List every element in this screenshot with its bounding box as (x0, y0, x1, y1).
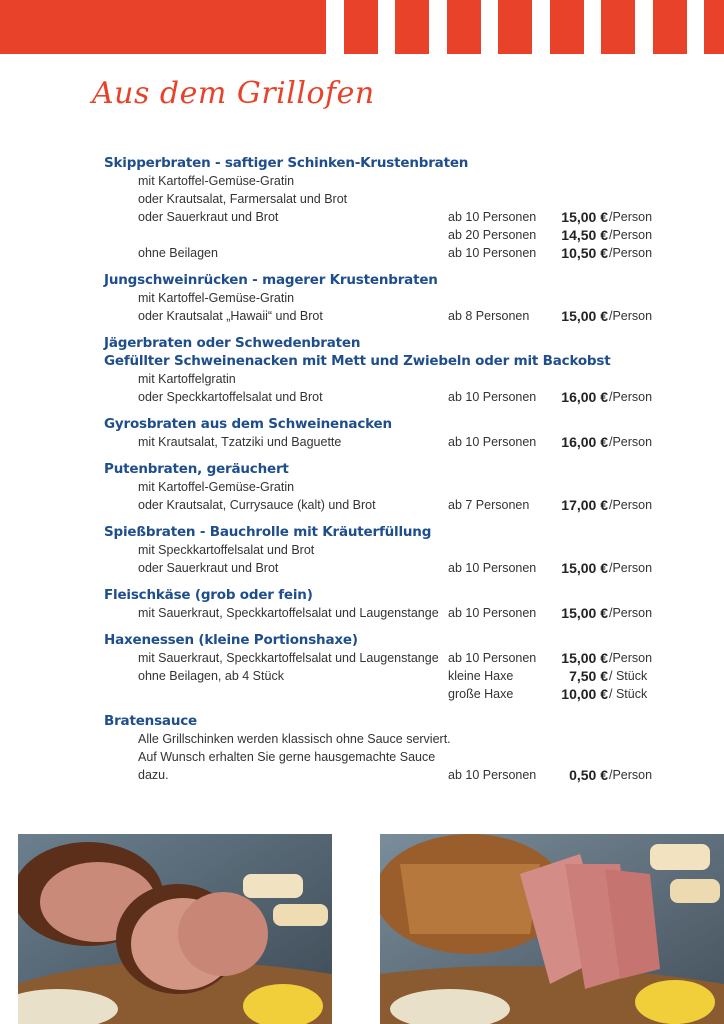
price-unit: /Person (609, 498, 653, 512)
price-unit: /Person (609, 246, 653, 260)
item-description: mit Kartoffel-Gemüse-Gratin (138, 291, 295, 305)
sliced-roast-photo (380, 834, 724, 1024)
section-heading: Gefüllter Schweinenacken mit Mett und Zwiebeln oder mit Backobst (104, 353, 611, 369)
menu-row (104, 307, 664, 325)
menu-row (104, 730, 664, 748)
min-quantity: ab 10 Personen (448, 768, 537, 782)
section-heading: Skipperbraten - saftiger Schinken-Krustenbraten (104, 155, 469, 171)
bar-block (498, 0, 532, 54)
price-unit: /Person (609, 390, 653, 404)
min-quantity: ab 10 Personen (448, 606, 537, 620)
menu-row (104, 748, 664, 766)
bar-block (601, 0, 635, 54)
price-unit: /Person (609, 228, 653, 242)
menu-row (104, 190, 664, 208)
menu-row (104, 478, 664, 496)
min-quantity: ab 10 Personen (448, 210, 537, 224)
menu-row (104, 766, 664, 784)
item-price: 0,50 € (569, 767, 608, 783)
price-unit: /Person (609, 561, 653, 575)
item-description: mit Kartoffel-Gemüse-Gratin (138, 480, 295, 494)
section-heading: Spießbraten - Bauchrolle mit Kräuterfüllung (104, 524, 432, 540)
menu-row (104, 388, 664, 406)
min-quantity: große Haxe (448, 687, 514, 701)
item-description: oder Sauerkraut und Brot (138, 561, 279, 575)
bar-block (550, 0, 584, 54)
price-unit: /Person (609, 309, 653, 323)
min-quantity: ab 10 Personen (448, 390, 537, 404)
menu-section (104, 334, 664, 406)
item-description: Alle Grillschinken werden klassisch ohne Sauce serviert. (138, 732, 451, 746)
item-price: 15,00 € (561, 560, 608, 576)
item-description: ohne Beilagen (138, 246, 218, 260)
item-description: oder Krautsalat, Farmersalat und Brot (138, 192, 348, 206)
item-price: 15,00 € (561, 650, 608, 666)
price-unit: /Person (609, 435, 653, 449)
price-unit: /Person (609, 606, 653, 620)
bar-block (395, 0, 429, 54)
menu-row (104, 541, 664, 559)
item-price: 10,00 € (561, 686, 608, 702)
item-description: oder Speckkartoffelsalat und Brot (138, 390, 323, 404)
menu-section (104, 271, 664, 325)
item-description: mit Krautsalat, Tzatziki und Baguette (138, 435, 342, 449)
section-heading: Haxenessen (kleine Portionshaxe) (104, 632, 358, 648)
min-quantity: ab 10 Personen (448, 561, 537, 575)
price-unit: /Person (609, 768, 653, 782)
menu-row (104, 685, 664, 703)
min-quantity: ab 8 Personen (448, 309, 530, 323)
item-price: 7,50 € (569, 668, 608, 684)
item-description: mit Sauerkraut, Speckkartoffelsalat und Laugenstange (138, 651, 439, 665)
top-decorative-bar (0, 0, 724, 54)
item-description: mit Speckkartoffelsalat und Brot (138, 543, 315, 557)
section-heading: Gyrosbraten aus dem Schweinenacken (104, 416, 392, 432)
item-description: mit Kartoffelgratin (138, 372, 236, 386)
menu-section (104, 631, 664, 703)
item-description: Auf Wunsch erhalten Sie gerne hausgemachte Sauce (138, 750, 436, 764)
menu-section (104, 460, 664, 514)
min-quantity: ab 10 Personen (448, 435, 537, 449)
section-heading: Bratensauce (104, 713, 197, 729)
bar-block (447, 0, 481, 54)
section-heading: Putenbraten, geräuchert (104, 461, 289, 477)
min-quantity: ab 7 Personen (448, 498, 530, 512)
menu-section (104, 523, 664, 577)
min-quantity: kleine Haxe (448, 669, 514, 683)
menu-row (104, 208, 664, 226)
menu-row (104, 433, 664, 451)
photo-strip (0, 834, 724, 1024)
item-price: 17,00 € (561, 497, 608, 513)
page-title: Aus dem Grillofen (92, 76, 375, 111)
item-price: 15,00 € (561, 308, 608, 324)
item-description: ohne Beilagen, ab 4 Stück (138, 669, 284, 683)
menu-section (104, 154, 664, 262)
menu-list (104, 154, 664, 793)
menu-row (104, 226, 664, 244)
menu-row (104, 496, 664, 514)
price-unit: /Person (609, 651, 653, 665)
price-unit: / Stück (609, 669, 648, 683)
item-description: mit Kartoffel-Gemüse-Gratin (138, 174, 295, 188)
item-price: 14,50 € (561, 227, 608, 243)
menu-section (104, 586, 664, 622)
menu-row (104, 289, 664, 307)
menu-row (104, 559, 664, 577)
menu-section (104, 415, 664, 451)
item-price: 16,00 € (561, 434, 608, 450)
item-price: 16,00 € (561, 389, 608, 405)
sliced-meatloaf-photo (18, 834, 332, 1024)
min-quantity: ab 20 Personen (448, 228, 537, 242)
menu-row (104, 604, 664, 622)
menu-row (104, 244, 664, 262)
section-heading: Jägerbraten oder Schwedenbraten (104, 335, 361, 351)
item-price: 15,00 € (561, 605, 608, 621)
item-description: mit Sauerkraut, Speckkartoffelsalat und Laugenstange (138, 606, 439, 620)
bar-block (653, 0, 687, 54)
item-price: 10,50 € (561, 245, 608, 261)
menu-row (104, 172, 664, 190)
section-heading: Jungschweinrücken - magerer Krustenbraten (104, 272, 438, 288)
bar-block (704, 0, 724, 54)
min-quantity: ab 10 Personen (448, 246, 537, 260)
menu-row (104, 370, 664, 388)
price-unit: /Person (609, 210, 653, 224)
bar-block (344, 0, 378, 54)
item-description: dazu. (138, 768, 169, 782)
price-unit: / Stück (609, 687, 648, 701)
menu-section (104, 712, 664, 784)
item-description: oder Sauerkraut und Brot (138, 210, 279, 224)
bar-block (0, 0, 326, 54)
item-description: oder Krautsalat, Currysauce (kalt) und Brot (138, 498, 376, 512)
item-price: 15,00 € (561, 209, 608, 225)
menu-row (104, 649, 664, 667)
item-description: oder Krautsalat „Hawaii“ und Brot (138, 309, 323, 323)
section-heading: Fleischkäse (grob oder fein) (104, 587, 313, 603)
menu-row (104, 667, 664, 685)
min-quantity: ab 10 Personen (448, 651, 537, 665)
